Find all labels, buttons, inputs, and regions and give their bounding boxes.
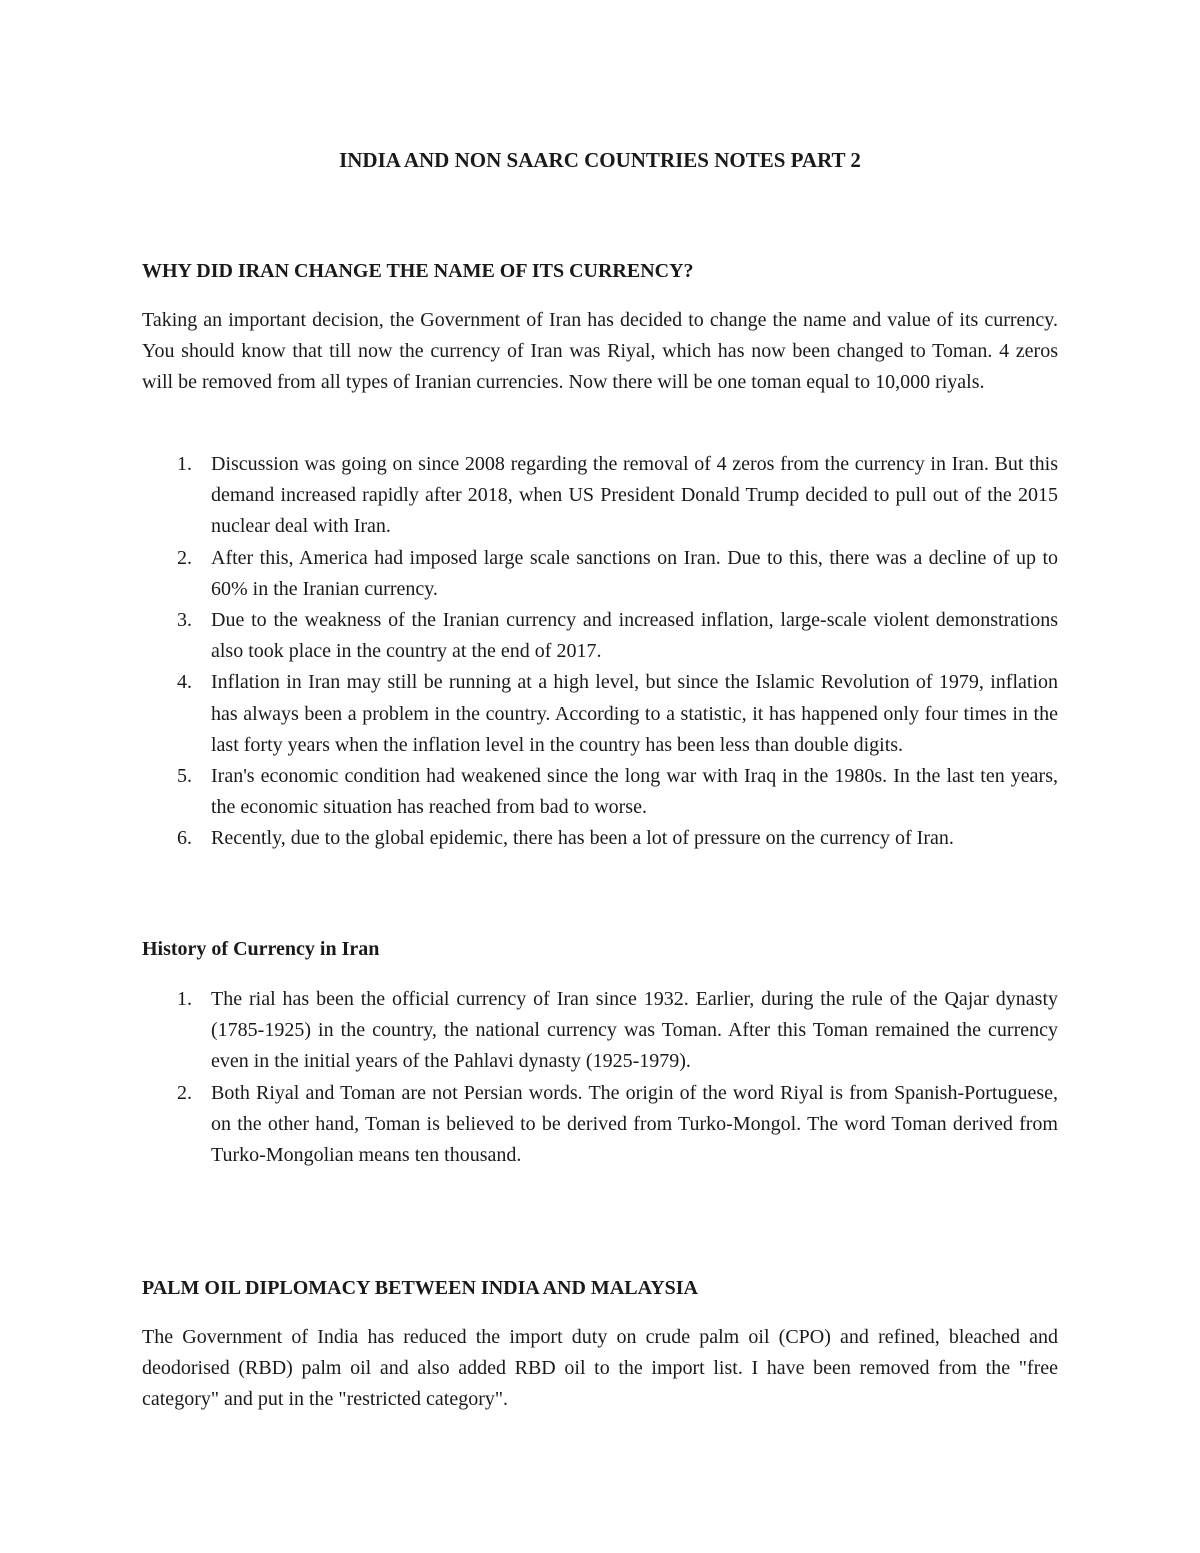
document-title: INDIA AND NON SAARC COUNTRIES NOTES PART 2 [339,148,861,172]
list-item [142,667,1058,761]
list-item-number: 3. [177,609,192,632]
list-item [142,449,1058,543]
section-heading-palm-oil: PALM OIL DIPLOMACY BETWEEN INDIA AND MALAYSIA [142,1277,698,1299]
list-item-text: The rial has been the official currency of Iran since 1932. Earlier, during the rule of the Qajar dynasty (1785-1925) in the country, the national currency was Toman. After this Toman remained the currency even in the initial years of the Pahlavi dynasty (1925-1979). [211,988,1058,1073]
list-item [142,1078,1058,1172]
iran-currency-list [142,449,1058,855]
list-item [142,984,1058,1078]
list-item-number: 1. [177,453,192,475]
list-item-number: 5. [177,765,192,788]
list-item-text: Inflation in Iran may still be running at a high level, but since the Islamic Revolution of 1979, inflation has always been a problem in the country. According to a statistic, it has happened only four times in the last forty years when the inflation level in the country has been less than double digits. [211,671,1058,756]
list-item-text: Recently, due to the global epidemic, there has been a lot of pressure on the currency of Iran. [211,827,954,850]
list-item-number: 2. [177,546,192,569]
list-item-number: 1. [177,988,192,1010]
list-item [142,543,1058,605]
currency-history-list [142,984,1058,1171]
list-item [142,823,1058,854]
list-item-text: Iran's economic condition had weakened since the long war with Iraq in the 1980s. In the last ten years, the economic situation has reached from bad to worse. [211,765,1058,819]
list-item-text: Discussion was going on since 2008 regarding the removal of 4 zeros from the currency in Iran. But this demand increased rapidly after 2018, when US President Donald Trump decided to pull out of the 2015 nuclear deal with Iran. [211,453,1058,538]
section-paragraph-iran-currency: Taking an important decision, the Government of Iran has decided to change the name and value of its currency. You should know that till now the currency of Iran was Riyal, which has now been changed to Toman. 4 zeros will be removed from all types of Iranian currencies. Now there will be one toman equal to 10,000 riyals. [142,309,1058,394]
list-item [142,605,1058,667]
list-item [142,761,1058,823]
list-item-text: Both Riyal and Toman are not Persian words. The origin of the word Riyal is from Spanish-Portuguese, on the other hand, Toman is believed to be derived from Turko-Mongol. The word Toman derived from Turko-Mongolian means ten thousand. [211,1081,1058,1167]
list-item-text: After this, America had imposed large scale sanctions on Iran. Due to this, there was a decline of up to 60% in the Iranian currency. [211,546,1058,600]
list-item-number: 6. [177,827,192,850]
section-heading-currency-history: History of Currency in Iran [142,938,380,960]
section-paragraph-palm-oil: The Government of India has reduced the import duty on crude palm oil (CPO) and refined, bleached and deodorised (RBD) palm oil and also added RBD oil to the import list. I have been removed from the "free category" and put in the "restricted category". [142,1326,1058,1411]
list-item-text: Due to the weakness of the Iranian currency and increased inflation, large-scale violent demonstrations also took place in the country at the end of 2017. [211,609,1058,663]
list-item-number: 4. [177,671,192,694]
list-item-number: 2. [177,1081,192,1104]
section-heading-iran-currency: WHY DID IRAN CHANGE THE NAME OF ITS CURRENCY? [142,260,694,282]
